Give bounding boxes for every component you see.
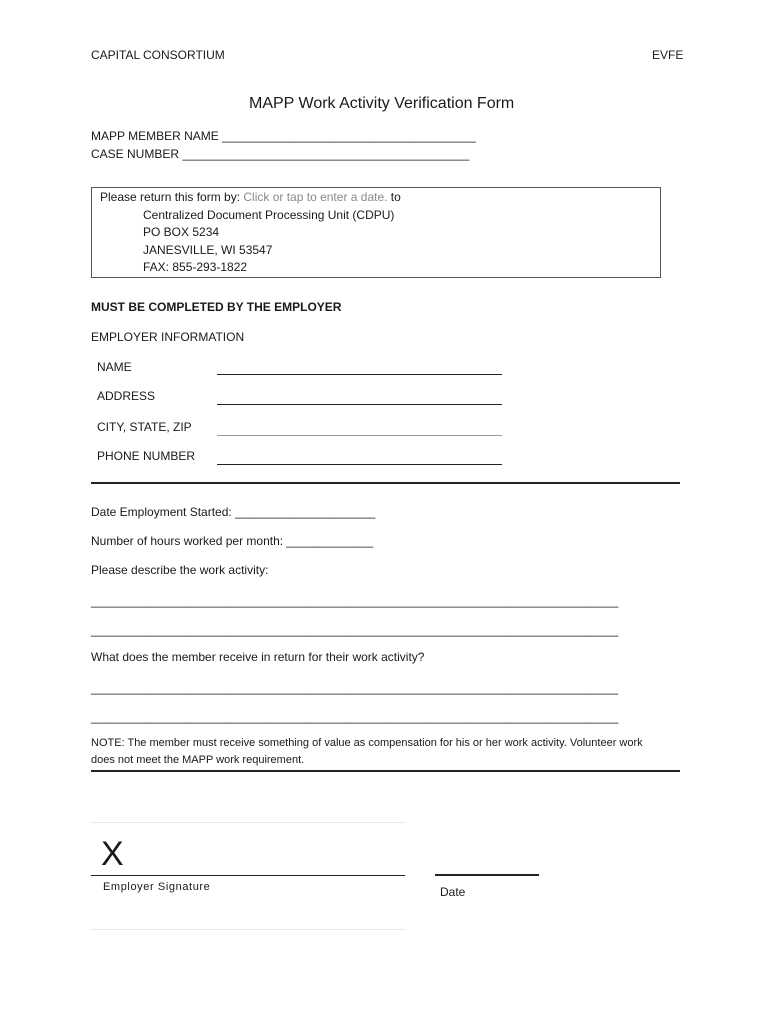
- return-date-picker[interactable]: Click or tap to enter a date.: [243, 190, 388, 204]
- employer-signature-input[interactable]: [91, 875, 405, 876]
- return-by-line: [100, 190, 401, 204]
- employer-name-label: NAME: [97, 360, 132, 374]
- employer-signature-label: Employer Signature: [103, 881, 211, 893]
- work-description-line[interactable]: _______________________________________________________________________________: [91, 623, 619, 637]
- section-divider: [91, 482, 680, 484]
- employer-city-state-zip-input[interactable]: [217, 435, 502, 436]
- employer-city-state-zip-label: CITY, STATE, ZIP: [97, 420, 192, 434]
- date-employment-started-field[interactable]: Date Employment Started: _____________________: [91, 505, 376, 519]
- signature-box-top-edge: [91, 822, 405, 823]
- return-by-prefix: Please return this form by:: [100, 190, 244, 204]
- employer-address-input[interactable]: [217, 404, 502, 405]
- compensation-answer-line[interactable]: _______________________________________________________________________________: [91, 681, 619, 695]
- work-description-line[interactable]: _______________________________________________________________________________: [91, 594, 619, 608]
- employer-info-subheading: EMPLOYER INFORMATION: [91, 330, 245, 344]
- return-by-suffix: to: [387, 190, 401, 204]
- note-line-2: does not meet the MAPP work requirement.: [91, 754, 305, 766]
- organization-name: CAPITAL CONSORTIUM: [91, 48, 225, 62]
- signature-date-input[interactable]: [435, 874, 539, 876]
- signature-box-bottom-edge: [91, 929, 405, 930]
- member-name-field[interactable]: MAPP MEMBER NAME ______________________________________: [91, 129, 476, 143]
- employer-phone-label: PHONE NUMBER: [97, 449, 196, 463]
- note-line-1: NOTE: The member must receive something of value as compensation for his or her work activity. Volunteer work: [91, 737, 643, 749]
- return-instructions-box: [91, 187, 661, 278]
- fax-line: FAX: 855-293-1822: [143, 260, 248, 274]
- compensation-answer-line[interactable]: _______________________________________________________________________________: [91, 710, 619, 724]
- address-line: JANESVILLE, WI 53547: [143, 243, 273, 257]
- address-line: Centralized Document Processing Unit (CDPU): [143, 208, 395, 222]
- employer-section-heading: MUST BE COMPLETED BY THE EMPLOYER: [91, 300, 342, 314]
- employer-address-label: ADDRESS: [97, 389, 156, 403]
- hours-per-month-field[interactable]: Number of hours worked per month: _____________: [91, 534, 374, 548]
- describe-work-label: Please describe the work activity:: [91, 563, 269, 577]
- section-divider: [91, 770, 680, 772]
- employer-name-input[interactable]: [217, 374, 502, 375]
- compensation-question-label: What does the member receive in return for their work activity?: [91, 650, 425, 664]
- form-code: EVFE: [652, 48, 684, 62]
- signature-date-label: Date: [440, 885, 466, 899]
- signature-x-mark: X: [101, 835, 124, 873]
- address-line: PO BOX 5234: [143, 225, 220, 239]
- employer-phone-input[interactable]: [217, 464, 502, 465]
- form-title: MAPP Work Activity Verification Form: [249, 95, 515, 112]
- case-number-field[interactable]: CASE NUMBER ___________________________________________: [91, 147, 470, 161]
